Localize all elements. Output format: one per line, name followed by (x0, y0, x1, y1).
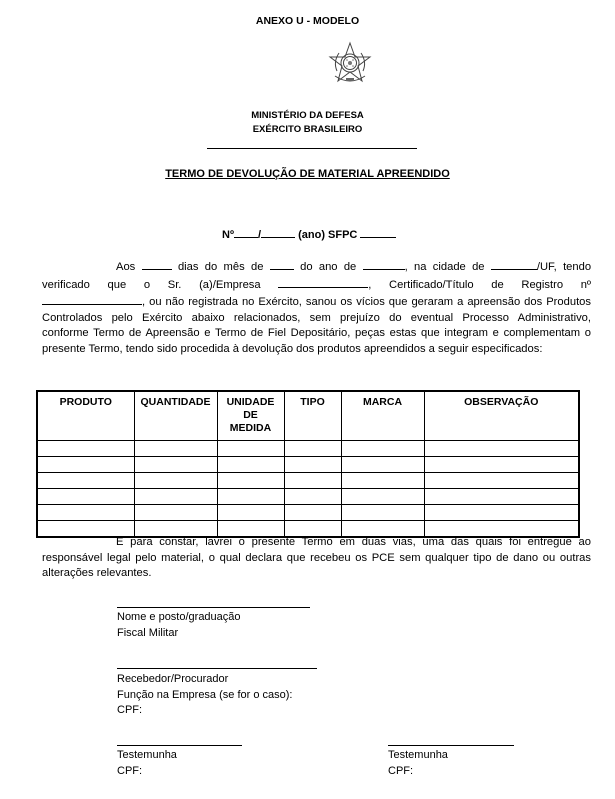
table-row (37, 473, 579, 489)
year-field-blank[interactable] (363, 258, 405, 270)
table-row (37, 457, 579, 473)
table-header-row (37, 391, 579, 441)
receiver-function-label: Função na Empresa (se for o caso): (117, 689, 293, 701)
col-header-produto: PRODUTO (37, 391, 134, 441)
witness2-label: Testemunha (388, 749, 448, 761)
army-name: EXÉRCITO BRASILEIRO (252, 124, 363, 135)
witness2-signature-line[interactable] (388, 745, 514, 746)
coat-of-arms-icon (327, 40, 373, 86)
fiscal-name-label: Nome e posto/graduação (117, 611, 241, 623)
ministry-name: MINISTÉRIO DA DEFESA (251, 110, 364, 121)
document-number: Nº / (ano) SFPC (222, 226, 396, 241)
company-blank[interactable] (278, 276, 368, 288)
header-divider (207, 148, 417, 149)
sfpc-blank[interactable] (360, 226, 396, 238)
month-blank[interactable] (270, 258, 294, 270)
witness1-cpf-label: CPF: (117, 765, 143, 777)
registry-blank[interactable] (42, 293, 142, 305)
annex-title: ANEXO U - MODELO (255, 15, 360, 27)
table-row (37, 505, 579, 521)
col-header-unidade: UNIDADE DE MEDIDA (217, 391, 284, 441)
day-blank[interactable] (142, 258, 172, 270)
fiscal-role-label: Fiscal Militar (117, 627, 179, 639)
col-header-quantidade: QUANTIDADE (134, 391, 217, 441)
receiver-signature-line[interactable] (117, 668, 317, 669)
table-row (37, 441, 579, 457)
items-table (36, 390, 580, 538)
body-paragraph: Aos dias do mês de do ano de , na cidade de /UF, tendo verificado que o Sr. (a)/Empresa , Certificado/Título de Registro nº , ou não registrada no Exército, sanou os vícios que geraram a apreensão dos Produtos Controlados pelo Exército abaixo relacionados, sem prejuízo do eventual Processo Administrativo, conforme Termo de Apreensão e Termo de Fiel Depositário, peças estas que integram e complementam o presente Termo, tendo sido procedida à devolução dos produtos apreendidos a seguir especificados: (42, 258, 591, 357)
col-header-tipo: TIPO (284, 391, 341, 441)
receiver-role-label: Recebedor/Procurador (117, 673, 229, 685)
number-blank[interactable] (234, 226, 258, 238)
fiscal-signature-line[interactable] (117, 607, 310, 608)
city-blank[interactable] (491, 258, 537, 270)
receiver-cpf-label: CPF: (117, 704, 143, 716)
witness1-label: Testemunha (117, 749, 177, 761)
witness2-cpf-label: CPF: (388, 765, 414, 777)
table-row (37, 489, 579, 505)
year-blank[interactable] (261, 226, 295, 238)
witness1-signature-line[interactable] (117, 745, 242, 746)
col-header-marca: MARCA (341, 391, 424, 441)
document-title: TERMO DE DEVOLUÇÃO DE MATERIAL APREENDIDO (165, 168, 450, 180)
closing-paragraph: E para constar, lavrei o presente Termo em duas vias, uma das quais foi entregue ao responsável legal pelo material, o qual declara que recebeu os PCE sem qualquer tipo de dano ou outras alterações relevantes. (42, 536, 591, 579)
col-header-observacao: OBSERVAÇÃO (424, 391, 579, 441)
